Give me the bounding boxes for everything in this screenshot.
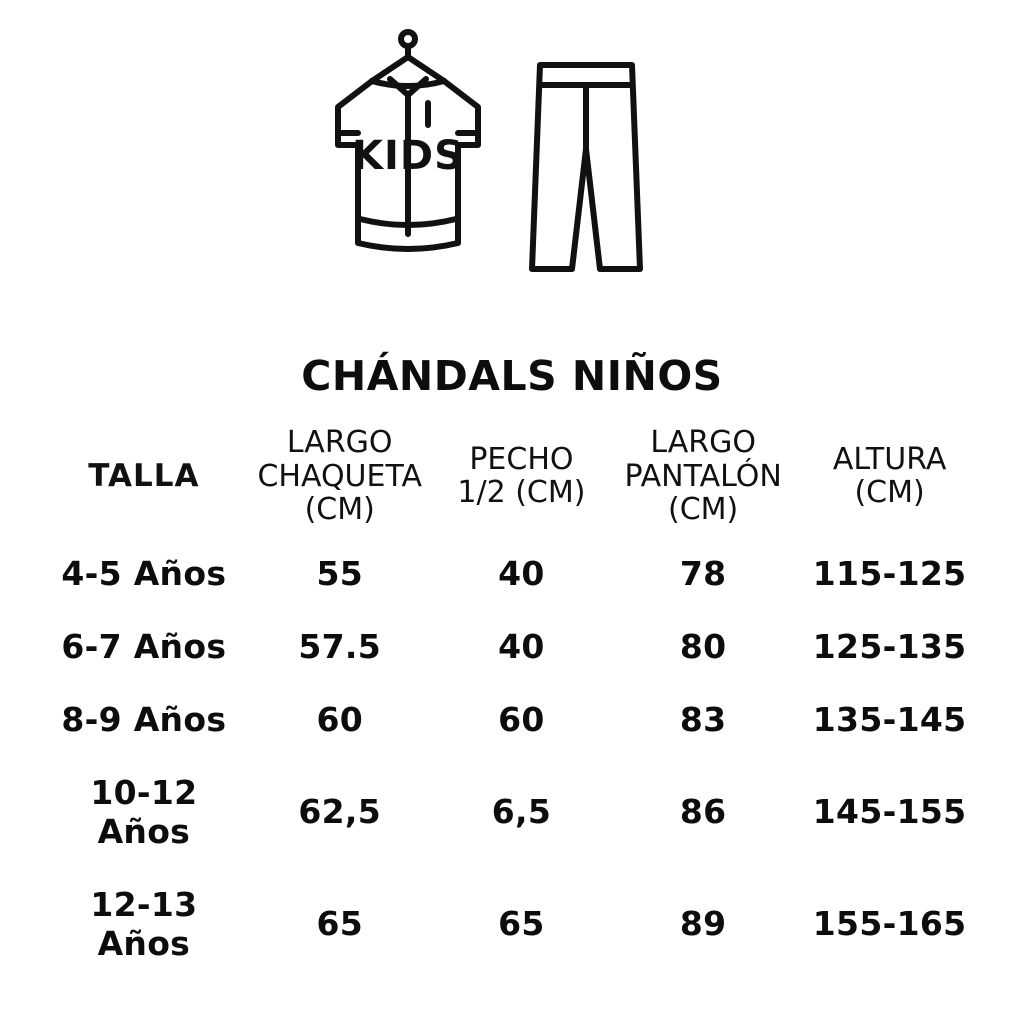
tracksuit-illustration <box>0 0 1024 330</box>
pants-icon <box>532 65 640 269</box>
cell-largo-chaqueta: 65 <box>316 904 363 944</box>
cell-talla: 8-9 Años <box>61 699 227 739</box>
table-row <box>40 683 984 756</box>
cell-pecho: 60 <box>498 699 545 739</box>
cell-altura: 145-155 <box>812 792 967 832</box>
cell-altura: 135-145 <box>812 699 967 739</box>
table-row <box>40 756 984 868</box>
cell-largo-pantalon: 86 <box>679 792 727 832</box>
cell-altura: 115-125 <box>812 553 967 593</box>
cell-talla: 6-7 Años <box>61 626 227 666</box>
cell-largo-chaqueta: 57.5 <box>298 626 382 666</box>
size-table-wrapper <box>0 426 1024 980</box>
cell-pecho: 6,5 <box>491 792 552 832</box>
tracksuit-illustration-svg <box>302 29 722 329</box>
cell-largo-pantalon: 78 <box>679 553 727 593</box>
cell-largo-pantalon: 80 <box>679 626 727 666</box>
column-header-largo-chaqueta: LARGO CHAQUETA (CM) <box>257 425 422 528</box>
page-title: CHÁNDALS NIÑOS <box>301 352 723 400</box>
size-table-body <box>40 537 984 980</box>
cell-largo-chaqueta: 55 <box>316 553 363 593</box>
jacket-kids-label: KIDS <box>352 133 464 179</box>
cell-largo-pantalon: 89 <box>679 904 727 944</box>
column-header-talla: TALLA <box>88 458 200 495</box>
cell-talla: 12-13 Años <box>90 884 198 963</box>
cell-talla: 4-5 Años <box>61 553 227 593</box>
cell-largo-chaqueta: 62,5 <box>298 792 382 832</box>
cell-largo-pantalon: 83 <box>679 699 727 739</box>
column-header-largo-pantalon: LARGO PANTALÓN (CM) <box>624 425 782 528</box>
cell-altura: 125-135 <box>812 626 967 666</box>
column-header-altura: ALTURA (CM) <box>832 441 947 511</box>
size-table-header <box>40 426 984 537</box>
cell-pecho: 40 <box>498 553 545 593</box>
table-row <box>40 537 984 610</box>
table-row <box>40 868 984 980</box>
cell-talla: 10-12 Años <box>90 772 198 851</box>
cell-altura: 155-165 <box>812 904 967 944</box>
column-header-pecho: PECHO 1/2 (CM) <box>457 441 586 511</box>
table-header-row <box>40 426 984 537</box>
cell-largo-chaqueta: 60 <box>316 699 363 739</box>
cell-pecho: 40 <box>498 626 545 666</box>
size-table <box>40 426 984 980</box>
table-row <box>40 610 984 683</box>
cell-pecho: 65 <box>498 904 545 944</box>
